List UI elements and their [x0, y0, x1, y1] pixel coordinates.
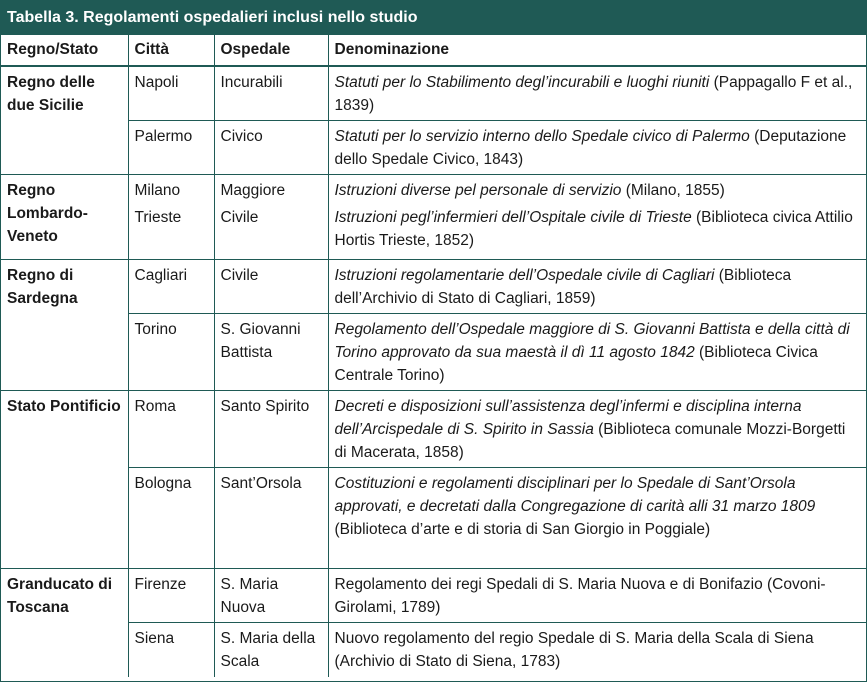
hospital-cell: Santo Spirito: [214, 391, 328, 468]
title-cell: [328, 66, 866, 121]
title-cell: [328, 206, 866, 260]
city-cell: Bologna: [128, 468, 214, 569]
title-plain: Nuovo regolamento del regio Spedale di S. Maria della Scala di Siena (Archivio di Stato di Siena, 1783): [334, 630, 814, 670]
region-cell: Regno delle due Sicilie: [1, 66, 128, 175]
title-plain: (Biblioteca d’arte e di storia di San Giorgio in Poggiale): [334, 521, 711, 538]
title-cell: [328, 175, 866, 206]
title-italic: Costituzioni e regolamenti disciplinari per lo Spedale di Sant’Orsola approvati, e decretati dalla Congregazione di carità alli 31 marzo 1809: [334, 475, 816, 515]
title-italic: Istruzioni diverse pel personale di servizio: [334, 182, 622, 199]
table-row: [1, 623, 866, 677]
title-italic: Istruzioni regolamentarie dell’Ospedale civile di Cagliari: [334, 267, 715, 284]
city-cell: Milano: [128, 175, 214, 206]
title-cell: [328, 569, 866, 623]
title-cell: [328, 260, 866, 314]
city-cell: Siena: [128, 623, 214, 677]
regulations-table: [1, 35, 866, 677]
hospital-cell: Sant’Orsola: [214, 468, 328, 569]
title-italic: Regolamento dell’Ospedale maggiore di S. Giovanni Battista e della città di Torino approvato da sua maestà il dì 11 agosto 1842: [334, 321, 850, 361]
city-cell: Cagliari: [128, 260, 214, 314]
header-row: [1, 35, 866, 66]
title-plain: (Biblioteca comunale Mozzi-Borgetti di Macerata, 1858): [334, 421, 846, 461]
table-row: [1, 468, 866, 569]
title-plain: (Deputazione dello Spedale Civico, 1843): [334, 128, 847, 168]
header-regno: Regno/Stato: [1, 35, 128, 66]
table-row: [1, 206, 866, 260]
title-plain: (Biblioteca civica Attilio Hortis Trieste, 1852): [334, 208, 853, 249]
hospital-cell: Civile: [214, 260, 328, 314]
title-italic: Statuti per lo servizio interno dello Spedale civico di Palermo: [334, 128, 750, 145]
table-row: [1, 121, 866, 175]
title-cell: [328, 391, 866, 468]
region-cell: Regno Lombardo-Veneto: [1, 175, 128, 260]
title-cell: [328, 468, 866, 569]
hospital-cell: S. Giovanni Battista: [214, 314, 328, 391]
table-row: [1, 175, 866, 206]
title-plain: (Biblioteca dell’Archivio di Stato di Cagliari, 1859): [334, 267, 792, 307]
city-cell: Palermo: [128, 121, 214, 175]
city-cell: Firenze: [128, 569, 214, 623]
region-cell: Granducato di Toscana: [1, 569, 128, 677]
title-plain: Regolamento dei regi Spedali di S. Maria Nuova e di Bonifazio (Covoni-Girolami, 1789): [334, 576, 826, 616]
title-plain: (Biblioteca Civica Centrale Torino): [334, 344, 818, 384]
header-ospedale: Ospedale: [214, 35, 328, 66]
city-cell: Trieste: [128, 206, 214, 260]
title-italic: Statuti per lo Stabilimento degl’incurabili e luoghi riuniti: [334, 74, 710, 91]
table-row: [1, 569, 866, 623]
region-cell: Stato Pontificio: [1, 391, 128, 569]
hospital-cell: Maggiore: [214, 175, 328, 206]
header-citta: Città: [128, 35, 214, 66]
hospital-cell: Civico: [214, 121, 328, 175]
hospital-cell: S. Maria della Scala: [214, 623, 328, 677]
title-cell: [328, 121, 866, 175]
title-plain: (Pappagallo F et al., 1839): [334, 74, 853, 114]
title-italic: Istruzioni pegl’infermieri dell’Ospitale civile di Trieste: [334, 208, 692, 226]
table-row: [1, 391, 866, 468]
city-cell: Napoli: [128, 66, 214, 121]
table-row: [1, 260, 866, 314]
title-cell: [328, 314, 866, 391]
table-row: [1, 314, 866, 391]
table-title: Tabella 3. Regolamenti ospedalieri inclusi nello studio: [1, 1, 866, 35]
title-cell: [328, 623, 866, 677]
hospital-cell: S. Maria Nuova: [214, 569, 328, 623]
header-denominazione: Denominazione: [328, 35, 866, 66]
hospital-cell: Incurabili: [214, 66, 328, 121]
title-italic: Decreti e disposizioni sull’assistenza degl’infermi e disciplina interna dell’Arcispedale di S. Spirito in Sassia: [334, 398, 802, 438]
title-plain: (Milano, 1855): [621, 182, 725, 199]
city-cell: Roma: [128, 391, 214, 468]
region-cell: Regno di Sardegna: [1, 260, 128, 391]
table-row: [1, 66, 866, 121]
hospital-cell: Civile: [214, 206, 328, 260]
city-cell: Torino: [128, 314, 214, 391]
